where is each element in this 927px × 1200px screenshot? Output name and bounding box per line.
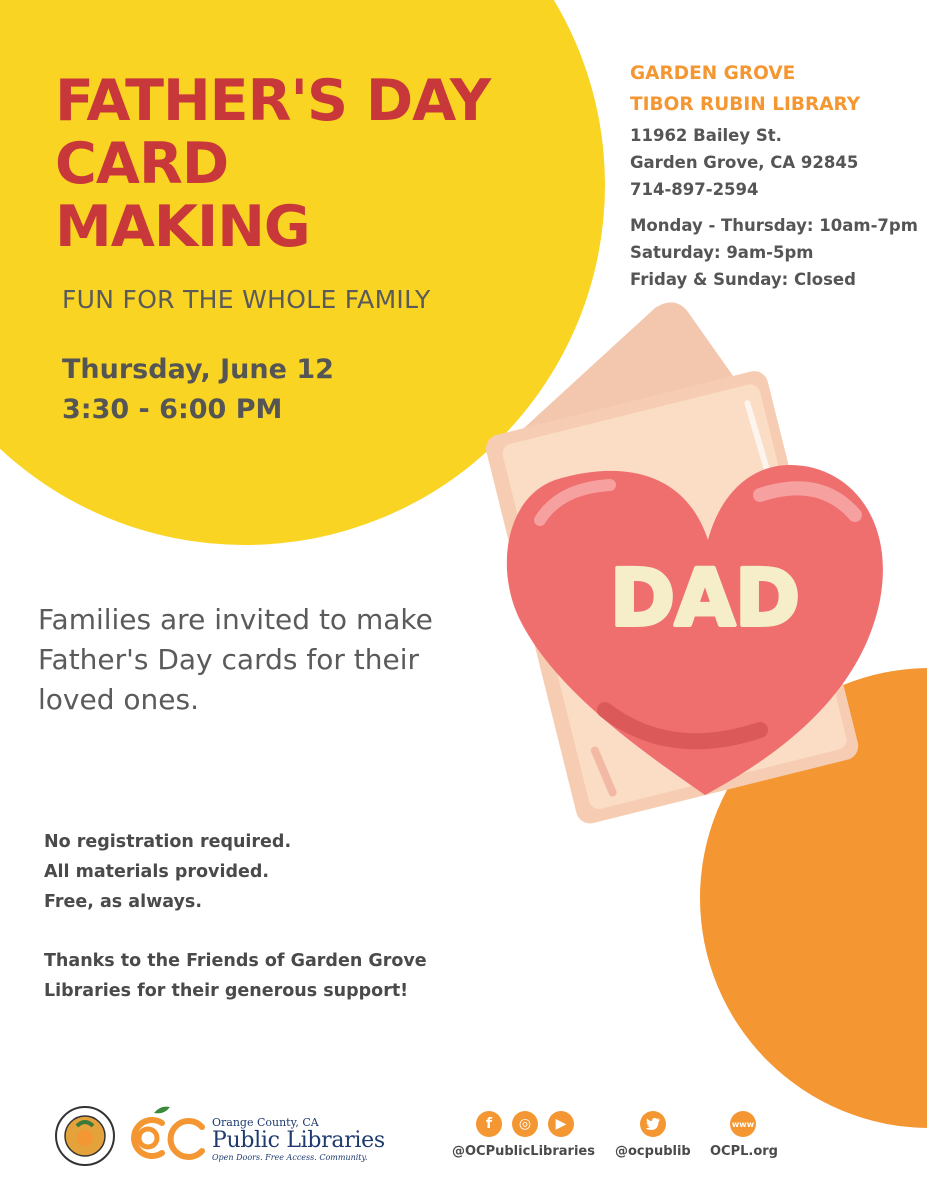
- library-phone: 714-897-2594: [630, 180, 759, 199]
- note-line: Free, as always.: [44, 892, 202, 912]
- event-datetime: [62, 350, 334, 430]
- event-notes: [44, 827, 291, 917]
- sponsor-thanks: [44, 946, 427, 1006]
- website-link[interactable]: OCPL.org: [710, 1144, 778, 1159]
- hours-line: Monday - Thursday: 10am-7pm: [630, 216, 918, 235]
- social-handle-ocpubliclibraries[interactable]: @OCPublicLibraries: [452, 1144, 595, 1159]
- library-city: Garden Grove, CA 92845: [630, 153, 859, 172]
- twitter-bird-glyph: [645, 1117, 661, 1131]
- library-name-line: GARDEN GROVE: [630, 63, 796, 84]
- event-description: Families are invited to make Father's Day cards for their loved ones.: [38, 603, 433, 716]
- hours-line: Friday & Sunday: Closed: [630, 270, 856, 289]
- event-title-line: MAKING: [55, 194, 310, 260]
- hours-line: Saturday: 9am-5pm: [630, 243, 814, 262]
- event-date: Thursday, June 12: [62, 354, 334, 385]
- event-subtitle: FUN FOR THE WHOLE FAMILY: [62, 285, 431, 314]
- thanks-line: Libraries for their generous support!: [44, 981, 409, 1001]
- youtube-icon[interactable]: ▶: [548, 1111, 574, 1137]
- note-line: No registration required.: [44, 832, 292, 852]
- event-time: 3:30 - 6:00 PM: [62, 394, 283, 425]
- thanks-line: Thanks to the Friends of Garden Grove: [44, 951, 427, 971]
- ocpl-title: Public Libraries: [212, 1128, 385, 1153]
- event-title: [55, 70, 575, 259]
- library-address: [630, 122, 858, 203]
- county-seal-icon: [55, 1106, 115, 1166]
- library-hours: [630, 212, 918, 293]
- twitter-icon[interactable]: [640, 1111, 666, 1137]
- instagram-icon[interactable]: ◎: [512, 1111, 538, 1137]
- greeting-card-illustration: [470, 290, 910, 850]
- heart-label: DAD: [610, 554, 800, 644]
- event-title-line: CARD: [55, 131, 229, 197]
- ocpl-logo-icon: [124, 1103, 208, 1163]
- library-street: 11962 Bailey St.: [630, 126, 782, 145]
- facebook-icon[interactable]: f: [476, 1111, 502, 1137]
- ocpl-wordmark: [212, 1116, 385, 1162]
- social-handle-ocpublib[interactable]: @ocpublib: [615, 1144, 691, 1159]
- www-icon[interactable]: www: [730, 1111, 756, 1137]
- library-name-line: TIBOR RUBIN LIBRARY: [630, 94, 861, 115]
- note-line: All materials provided.: [44, 862, 270, 882]
- ocpl-tagline: Open Doors. Free Access. Community.: [212, 1153, 368, 1162]
- event-title-line: FATHER'S DAY: [55, 68, 491, 134]
- ocpl-county: Orange County, CA: [212, 1116, 319, 1129]
- library-name: [630, 58, 860, 120]
